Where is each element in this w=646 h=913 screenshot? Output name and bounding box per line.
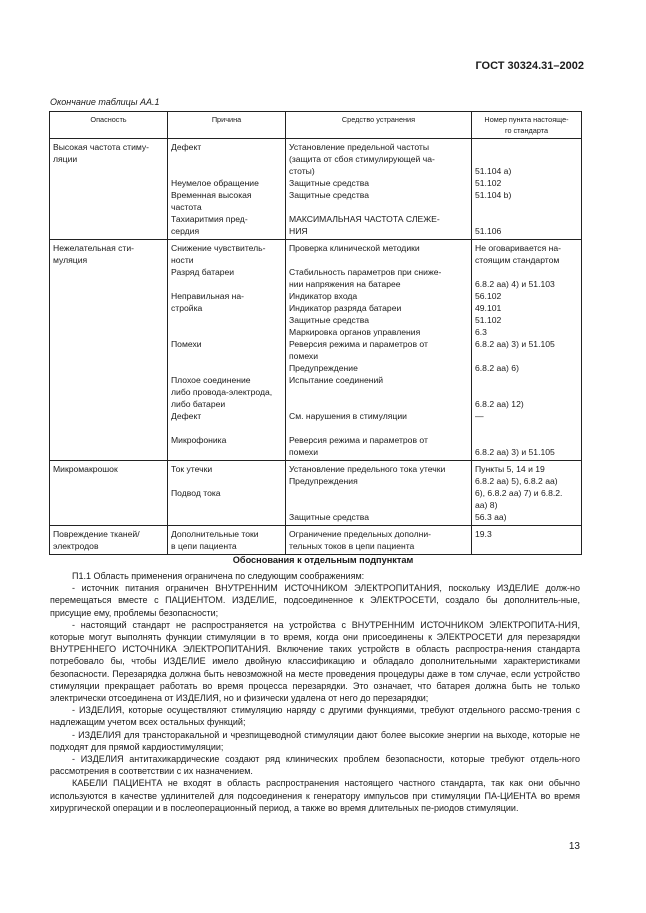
- cell-line: [171, 326, 282, 338]
- cell-line: 49.101: [475, 303, 502, 313]
- cell-line: [475, 386, 578, 398]
- cell-line: 19.3: [475, 529, 492, 539]
- cell-line: Ток утечки: [171, 464, 213, 474]
- section-title: Обоснования к отдельным подпунктам: [232, 555, 414, 565]
- cell-line: [289, 386, 468, 398]
- cell-line: 51.102: [475, 178, 502, 188]
- section-body: [50, 570, 580, 814]
- cell-line: Стабильность параметров при сниже-: [289, 267, 442, 277]
- page-number: 13: [568, 841, 580, 852]
- cell-line: ляции: [53, 154, 78, 164]
- cell-line: помехи: [289, 351, 319, 361]
- cell-line: [289, 398, 468, 410]
- cell-line: Проверка клинической методики: [289, 243, 420, 253]
- body-paragraph: - ИЗДЕЛИЯ для транcторакальной и чрезпищеводной стимуляции дают более высокие энергии на выходе, которые не подходят для прямой кардиостимуляции;: [50, 729, 580, 752]
- cell-line: [475, 434, 578, 446]
- cell-line: [171, 153, 282, 165]
- cell-cause: [168, 461, 286, 526]
- cell-line: либо провода-электрода,: [171, 387, 273, 397]
- cell-line: Высокая частота стиму-: [53, 142, 150, 152]
- cell-line: Дополнительные токи: [171, 529, 259, 539]
- cell-remedy: [286, 139, 472, 240]
- cell-line: Индикатор разряда батареи: [289, 303, 402, 313]
- cell-line: Защитные средства: [289, 512, 370, 522]
- cell-line: сердия: [171, 226, 200, 236]
- table-row: [50, 139, 582, 240]
- table-row: [50, 461, 582, 526]
- header-hazard: Опасность: [50, 112, 168, 139]
- cell-line: [171, 350, 282, 362]
- cell-line: стоящим стандартом: [475, 255, 560, 265]
- cell-line: 6.8.2 aa) 3) и 51.105: [475, 447, 555, 457]
- cell-line: —: [475, 411, 484, 421]
- cell-line: [289, 487, 468, 499]
- cell-line: Реверсия режима и параметров от: [289, 339, 428, 349]
- cell-line: 6.3: [475, 327, 487, 337]
- cell-line: 6.8.2 aa) 5), 6.8.2 aa): [475, 476, 558, 486]
- cell-line: Помехи: [171, 339, 202, 349]
- cell-cause: [168, 139, 286, 240]
- body-paragraph: - источник питания ограничен ВНУТРЕННИМ ИСТОЧНИКОМ ЭЛЕКТРОПИТАНИЯ, поскольку ИЗДЕЛИЕ долж-но перемещаться вместе с ПАЦИЕНТОМ. ИЗДЕЛИЕ, подсоединенное к ЭЛЕКТРОСЕТИ, создало бы дополнитель-ные, присущие ему, проблемы безопасности;: [50, 583, 580, 618]
- cell-line: Защитные средства: [289, 178, 370, 188]
- cell-hazard: [50, 526, 168, 555]
- cell-line: Неправильная на-: [171, 291, 245, 301]
- cell-remedy: [286, 240, 472, 461]
- cell-line: 56.3 aa): [475, 512, 507, 522]
- cell-line: Предупреждения: [289, 476, 358, 486]
- cell-line: Ограничение предельных дополни-: [289, 529, 431, 539]
- cell-line: [171, 475, 282, 487]
- header-remedy: Средство устранения: [286, 112, 472, 139]
- cell-line: Пункты 5, 14 и 19: [475, 464, 545, 474]
- cell-line: [171, 511, 282, 523]
- cell-cause: [168, 240, 286, 461]
- cell-clause: [472, 240, 582, 461]
- cell-line: [475, 266, 578, 278]
- table-row: [50, 240, 582, 461]
- cell-line: [171, 278, 282, 290]
- body-paragraph: - настоящий стандарт не распространяется на устройства с ВНУТРЕННИМ ИСТОЧНИКОМ ЭЛЕКТРОПИТА-НИЯ, которые могут выполнять функции стимуляции в то время, когда они присоединены к ЭЛЕКТРОСЕТИ для перезарядки ВНУТРЕННЕГО ИСТОЧНИКА ЭЛЕКТРОПИТАНИЯ. Включение таких устройств в область распростра-нения стандарта потребовало бы, чтобы ИЗДЕЛИЕ имело двойную классификацию и обладало дополнительными характеристиками безопасности. Перезарядка должна быть невозможной на месте проведения процедуры даже в том случае, если устройство стимуляции прекращает работать во время процесса перезарядки. Это означает, что батарея должна быть не только электрически отсоединена от ИЗДЕЛИЯ, но и физически удалена от него до перезарядки;: [50, 619, 580, 704]
- cell-line: aa) 8): [475, 500, 498, 510]
- cell-line: [171, 314, 282, 326]
- cell-clause: [472, 461, 582, 526]
- cell-line: Маркировка органов управления: [289, 327, 421, 337]
- cell-clause: [472, 139, 582, 240]
- cell-line: [171, 165, 282, 177]
- cell-line: Временная высокая: [171, 190, 252, 200]
- cell-line: 56.102: [475, 291, 502, 301]
- cell-line: См. нарушения в стимуляции: [289, 411, 407, 421]
- cell-line: [171, 499, 282, 511]
- cell-line: Предупреждение: [289, 363, 358, 373]
- cell-line: муляция: [53, 255, 88, 265]
- cell-line: Не оговаривается на-: [475, 243, 562, 253]
- cell-line: электродов: [53, 541, 99, 551]
- cell-line: [475, 201, 578, 213]
- body-paragraph: КАБЕЛИ ПАЦИЕНТА не входят в область распространения настоящего частного стандарта, так как они обычно используются в качестве удлинителей для подсоединения к генератору импульсов при стимуляции ПА-ЦИЕНТА во время хирургической операции и в послеоперационный период, а также во время длительных пе-риодов стимуляции.: [50, 778, 580, 813]
- cell-line: в цепи пациента: [171, 541, 237, 551]
- standard-number: ГОСТ 30324.31–2002: [475, 60, 584, 72]
- cell-line: Неумелое обращение: [171, 178, 259, 188]
- cell-line: частота: [171, 202, 202, 212]
- cell-line: [171, 362, 282, 374]
- cell-line: 51.102: [475, 315, 502, 325]
- cell-line: [289, 254, 468, 266]
- cell-line: Установление предельного тока утечки: [289, 464, 446, 474]
- cell-line: МАКСИМАЛЬНАЯ ЧАСТОТА СЛЕЖЕ-: [289, 214, 440, 224]
- cell-line: Испытание соединений: [289, 375, 384, 385]
- cell-line: Установление предельной частоты: [289, 142, 430, 152]
- cell-line: [475, 540, 578, 552]
- cell-line: [475, 153, 578, 165]
- cell-line: [171, 422, 282, 434]
- cell-line: [475, 350, 578, 362]
- cell-remedy: [286, 461, 472, 526]
- cell-line: ности: [171, 255, 194, 265]
- hazards-table: [49, 111, 582, 555]
- cell-line: [475, 213, 578, 225]
- cell-line: либо батареи: [171, 399, 226, 409]
- cell-line: [171, 446, 282, 458]
- body-paragraph: П1.1 Область применения ограничена по следующим соображениям:: [72, 571, 365, 581]
- cell-line: стоты): [289, 166, 315, 176]
- cell-hazard: [50, 139, 168, 240]
- table-caption: Окончание таблицы АА.1: [50, 97, 160, 107]
- cell-line: 51.104 b): [475, 190, 512, 200]
- cell-line: [475, 422, 578, 434]
- cell-line: [289, 499, 468, 511]
- cell-hazard: [50, 461, 168, 526]
- cell-line: 6.8.2 aa) 6): [475, 363, 519, 373]
- cell-line: Повреждение тканей/: [53, 529, 140, 539]
- cell-line: стройка: [171, 303, 203, 313]
- cell-line: [475, 141, 578, 153]
- cell-line: нии напряжения на батарее: [289, 279, 401, 289]
- cell-line: Снижение чувствитель-: [171, 243, 266, 253]
- cell-hazard: [50, 240, 168, 461]
- cell-line: Микрофоника: [171, 435, 227, 445]
- table-header-row: [50, 112, 582, 139]
- cell-clause: [472, 526, 582, 555]
- cell-line: НИЯ: [289, 226, 308, 236]
- cell-line: [289, 201, 468, 213]
- body-paragraph: - ИЗДЕЛИЯ, которые осуществляют стимуляцию наряду с другими функциями, требуют отдельного рассмо-трения с надлежащим учетом всех остальных функций;: [50, 705, 580, 728]
- cell-line: Тахиаритмия пред-: [171, 214, 248, 224]
- cell-cause: [168, 526, 286, 555]
- cell-remedy: [286, 526, 472, 555]
- cell-line: помехи: [289, 447, 319, 457]
- cell-line: 51.104 a): [475, 166, 512, 176]
- cell-line: 6), 6.8.2 aa) 7) и 6.8.2.: [475, 488, 563, 498]
- cell-line: Индикатор входа: [289, 291, 358, 301]
- cell-line: 6.8.2 aa) 12): [475, 399, 524, 409]
- cell-line: Дефект: [171, 411, 202, 421]
- cell-line: Дефект: [171, 142, 202, 152]
- cell-line: Реверсия режима и параметров от: [289, 435, 428, 445]
- cell-line: Нежелательная сти-: [53, 243, 135, 253]
- cell-line: [289, 422, 468, 434]
- cell-line: [475, 374, 578, 386]
- cell-line: Подвод тока: [171, 488, 221, 498]
- cell-line: Защитные средства: [289, 315, 370, 325]
- table-row: [50, 526, 582, 555]
- cell-line: Защитные средства: [289, 190, 370, 200]
- cell-line: (защита от сбоя стимулирующей ча-: [289, 154, 435, 164]
- cell-line: 6.8.2 aa) 3) и 51.105: [475, 339, 555, 349]
- cell-line: тельных токов в цепи пациента: [289, 541, 415, 551]
- cell-line: Плохое соединение: [171, 375, 251, 385]
- body-paragraph: - ИЗДЕЛИЯ антитахикардические создают ряд клинических проблем безопасности, которые требуют отдель-ного рассмотрения в соответствии с их назначением.: [50, 754, 580, 777]
- header-cause: Причина: [168, 112, 286, 139]
- cell-line: Разряд батареи: [171, 267, 235, 277]
- cell-line: 6.8.2 aa) 4) и 51.103: [475, 279, 555, 289]
- cell-line: 51.106: [475, 226, 502, 236]
- header-clause: Номер пункта настояще- го стандарта: [472, 112, 582, 139]
- cell-line: Микромакрошок: [53, 464, 118, 474]
